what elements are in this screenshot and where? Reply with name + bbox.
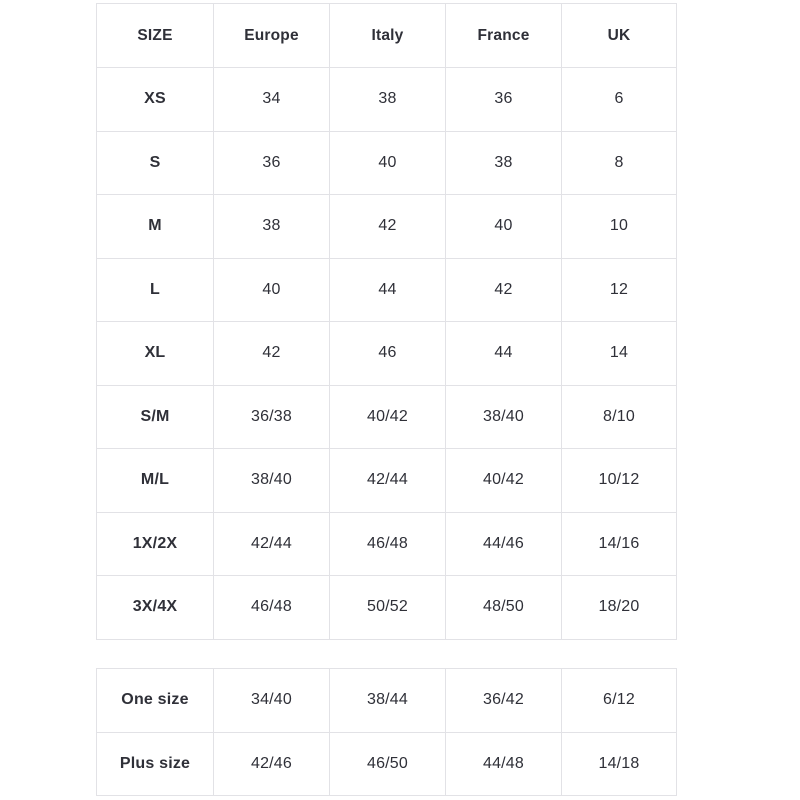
cell-italy: 40 (330, 131, 446, 195)
table-row (97, 732, 677, 796)
cell-europe: 40 (214, 258, 330, 322)
cell-europe: 36 (214, 131, 330, 195)
row-label: 1X/2X (97, 512, 214, 576)
cell-italy: 46/48 (330, 512, 446, 576)
size-conversion-table (96, 3, 677, 640)
row-label: One size (97, 669, 214, 733)
cell-europe: 34 (214, 68, 330, 132)
one-size-conversion-table (96, 668, 677, 796)
table-row (97, 68, 677, 132)
cell-italy: 38 (330, 68, 446, 132)
cell-italy: 46/50 (330, 732, 446, 796)
table-row (97, 258, 677, 322)
cell-france: 48/50 (446, 576, 562, 640)
cell-uk: 6 (562, 68, 677, 132)
cell-europe: 34/40 (214, 669, 330, 733)
row-label: S (97, 131, 214, 195)
cell-uk: 6/12 (562, 669, 677, 733)
cell-france: 44 (446, 322, 562, 386)
cell-italy: 38/44 (330, 669, 446, 733)
cell-france: 36 (446, 68, 562, 132)
row-label: M/L (97, 449, 214, 513)
column-header-france: France (446, 4, 562, 68)
cell-france: 38/40 (446, 385, 562, 449)
cell-france: 44/48 (446, 732, 562, 796)
cell-uk: 14/16 (562, 512, 677, 576)
cell-europe: 38 (214, 195, 330, 259)
cell-uk: 10 (562, 195, 677, 259)
table-row (97, 385, 677, 449)
row-label: 3X/4X (97, 576, 214, 640)
cell-italy: 40/42 (330, 385, 446, 449)
cell-europe: 42/46 (214, 732, 330, 796)
table-row (97, 195, 677, 259)
table-row (97, 576, 677, 640)
row-label: XL (97, 322, 214, 386)
cell-italy: 46 (330, 322, 446, 386)
row-label: XS (97, 68, 214, 132)
column-header-italy: Italy (330, 4, 446, 68)
cell-uk: 18/20 (562, 576, 677, 640)
cell-italy: 42 (330, 195, 446, 259)
cell-italy: 50/52 (330, 576, 446, 640)
row-label: S/M (97, 385, 214, 449)
cell-europe: 46/48 (214, 576, 330, 640)
cell-france: 40/42 (446, 449, 562, 513)
table-row (97, 322, 677, 386)
column-header-uk: UK (562, 4, 677, 68)
cell-france: 36/42 (446, 669, 562, 733)
row-label: M (97, 195, 214, 259)
cell-uk: 8/10 (562, 385, 677, 449)
cell-uk: 14 (562, 322, 677, 386)
row-label: Plus size (97, 732, 214, 796)
cell-europe: 42 (214, 322, 330, 386)
cell-italy: 44 (330, 258, 446, 322)
cell-italy: 42/44 (330, 449, 446, 513)
cell-uk: 12 (562, 258, 677, 322)
cell-uk: 14/18 (562, 732, 677, 796)
cell-france: 38 (446, 131, 562, 195)
cell-europe: 42/44 (214, 512, 330, 576)
cell-france: 44/46 (446, 512, 562, 576)
row-label: L (97, 258, 214, 322)
table-row (97, 669, 677, 733)
column-header-europe: Europe (214, 4, 330, 68)
table-header-row (97, 4, 677, 68)
cell-europe: 38/40 (214, 449, 330, 513)
column-header-size: SIZE (97, 4, 214, 68)
table-row (97, 512, 677, 576)
table-row (97, 131, 677, 195)
cell-uk: 10/12 (562, 449, 677, 513)
cell-europe: 36/38 (214, 385, 330, 449)
cell-france: 40 (446, 195, 562, 259)
cell-uk: 8 (562, 131, 677, 195)
table-row (97, 449, 677, 513)
cell-france: 42 (446, 258, 562, 322)
